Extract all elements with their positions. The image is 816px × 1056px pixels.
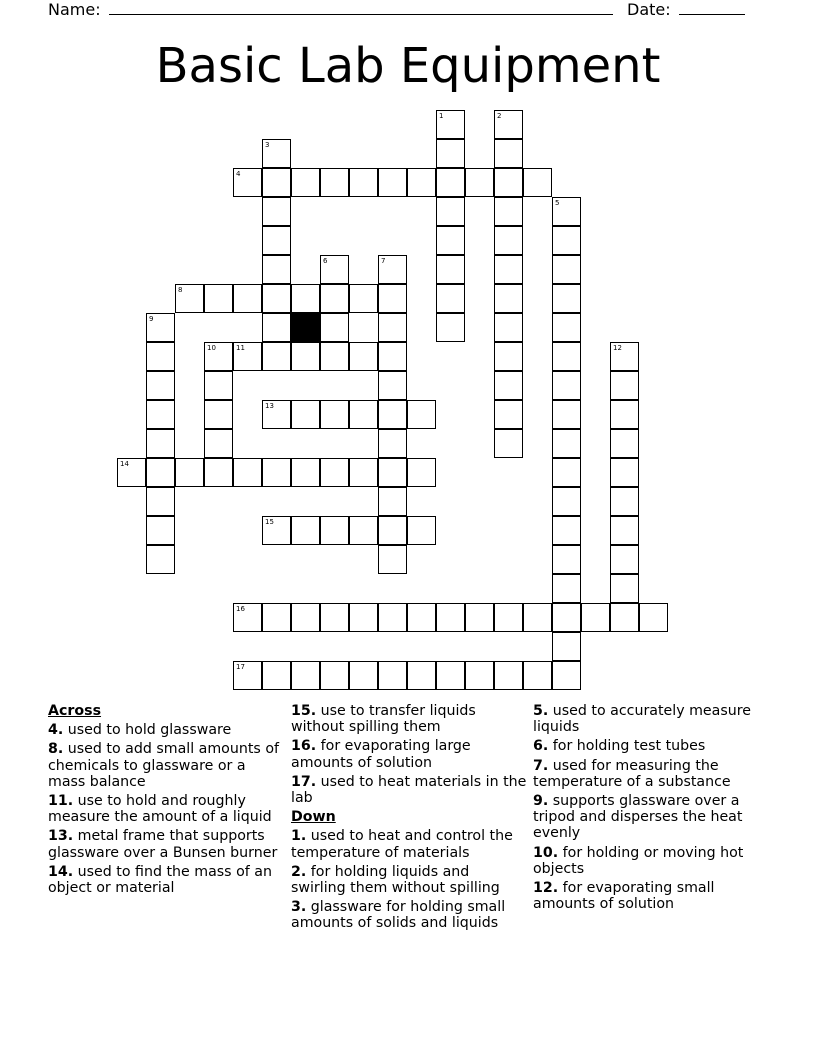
grid-cell[interactable] xyxy=(349,168,378,197)
grid-cell[interactable] xyxy=(204,284,233,313)
clue-item xyxy=(291,738,527,770)
grid-cell[interactable] xyxy=(378,545,407,574)
grid-cell[interactable] xyxy=(320,661,349,690)
grid-cell[interactable] xyxy=(378,342,407,371)
cell-number: 2 xyxy=(497,112,502,120)
grid-cell[interactable] xyxy=(262,661,291,690)
grid-cell[interactable] xyxy=(523,168,552,197)
grid-cell[interactable] xyxy=(552,545,581,574)
grid-cell[interactable] xyxy=(494,400,523,429)
grid-cell[interactable] xyxy=(146,545,175,574)
grid-cell[interactable] xyxy=(436,603,465,632)
grid-cell[interactable] xyxy=(349,284,378,313)
clue-number: 6. xyxy=(533,738,549,755)
grid-cell[interactable] xyxy=(494,603,523,632)
grid-cell[interactable] xyxy=(320,284,349,313)
cell-number: 13 xyxy=(265,402,274,410)
grid-cell[interactable] xyxy=(552,284,581,313)
clue-item xyxy=(533,880,769,912)
grid-cell[interactable] xyxy=(552,197,581,226)
cell-number: 8 xyxy=(178,286,183,294)
grid-cell[interactable] xyxy=(146,400,175,429)
cell-number: 16 xyxy=(236,605,245,613)
grid-cell[interactable] xyxy=(552,487,581,516)
grid-cell[interactable] xyxy=(552,226,581,255)
grid-cell[interactable] xyxy=(146,516,175,545)
grid-cell[interactable] xyxy=(320,400,349,429)
grid-block xyxy=(291,313,320,342)
grid-cell[interactable] xyxy=(494,342,523,371)
grid-cell[interactable] xyxy=(262,226,291,255)
clue-text: for holding or moving hot objects xyxy=(533,844,744,877)
grid-cell[interactable] xyxy=(465,168,494,197)
grid-cell[interactable] xyxy=(117,458,146,487)
grid-cell[interactable] xyxy=(523,661,552,690)
clue-item xyxy=(291,899,527,931)
grid-cell[interactable] xyxy=(233,458,262,487)
grid-cell[interactable] xyxy=(349,661,378,690)
grid-cell[interactable] xyxy=(320,458,349,487)
grid-cell[interactable] xyxy=(610,429,639,458)
grid-cell[interactable] xyxy=(262,139,291,168)
cell-number: 14 xyxy=(120,460,129,468)
cell-number: 17 xyxy=(236,663,245,671)
grid-cell[interactable] xyxy=(552,313,581,342)
clue-item xyxy=(48,864,284,896)
clue-number: 3. xyxy=(291,899,307,916)
grid-cell[interactable] xyxy=(233,661,262,690)
grid-cell[interactable] xyxy=(262,255,291,284)
grid-cell[interactable] xyxy=(407,516,436,545)
grid-cell[interactable] xyxy=(610,487,639,516)
clue-text: for evaporating small amounts of solution xyxy=(533,880,715,913)
grid-cell[interactable] xyxy=(320,255,349,284)
clue-number: 2. xyxy=(291,863,307,880)
grid-cell[interactable] xyxy=(494,255,523,284)
grid-cell[interactable] xyxy=(233,342,262,371)
clue-item xyxy=(533,793,769,842)
clue-number: 5. xyxy=(533,703,549,719)
grid-cell[interactable] xyxy=(320,168,349,197)
grid-cell[interactable] xyxy=(552,516,581,545)
grid-cell[interactable] xyxy=(175,458,204,487)
clue-number: 8. xyxy=(48,741,64,758)
grid-cell[interactable] xyxy=(494,139,523,168)
clue-number: 16. xyxy=(291,738,317,755)
name-label: Name: xyxy=(48,0,101,19)
grid-cell[interactable] xyxy=(610,371,639,400)
clue-item xyxy=(291,774,527,806)
clue-number: 12. xyxy=(533,880,559,897)
grid-cell[interactable] xyxy=(175,284,204,313)
grid-cell[interactable] xyxy=(494,226,523,255)
clue-number: 4. xyxy=(48,722,64,739)
clue-text: used to add small amounts of chemicals to glassware or a mass balance xyxy=(48,741,279,790)
clue-item xyxy=(48,722,284,738)
grid-cell[interactable] xyxy=(610,603,639,632)
grid-cell[interactable] xyxy=(436,226,465,255)
clue-number: 10. xyxy=(533,844,559,861)
grid-cell[interactable] xyxy=(639,603,668,632)
grid-cell[interactable] xyxy=(436,139,465,168)
grid-cell[interactable] xyxy=(378,487,407,516)
clue-text: use to hold and roughly measure the amount of a liquid xyxy=(48,793,272,826)
grid-cell[interactable] xyxy=(146,371,175,400)
clue-item xyxy=(48,793,284,825)
clue-text: used to heat materials in the lab xyxy=(291,773,527,807)
grid-cell[interactable] xyxy=(378,400,407,429)
grid-cell[interactable] xyxy=(146,487,175,516)
grid-cell[interactable] xyxy=(262,284,291,313)
clue-item xyxy=(533,758,769,790)
cell-number: 3 xyxy=(265,141,270,149)
grid-cell[interactable] xyxy=(436,255,465,284)
grid-cell[interactable] xyxy=(233,168,262,197)
grid-cell[interactable] xyxy=(494,313,523,342)
grid-cell[interactable] xyxy=(378,661,407,690)
cell-number: 15 xyxy=(265,518,274,526)
grid-cell[interactable] xyxy=(552,255,581,284)
cell-number: 4 xyxy=(236,170,241,178)
grid-cell[interactable] xyxy=(378,371,407,400)
across-heading: Across xyxy=(48,703,102,719)
clue-number: 13. xyxy=(48,828,74,845)
grid-cell[interactable] xyxy=(320,603,349,632)
grid-cell[interactable] xyxy=(552,342,581,371)
cell-number: 1 xyxy=(439,112,444,120)
clue-number: 1. xyxy=(291,828,307,845)
grid-cell[interactable] xyxy=(494,284,523,313)
grid-cell[interactable] xyxy=(146,342,175,371)
clue-item xyxy=(291,864,527,896)
grid-cell[interactable] xyxy=(320,342,349,371)
grid-cell[interactable] xyxy=(378,429,407,458)
grid-cell[interactable] xyxy=(291,661,320,690)
grid-cell[interactable] xyxy=(494,110,523,139)
grid-cell[interactable] xyxy=(407,661,436,690)
clue-item xyxy=(291,828,527,860)
grid-cell[interactable] xyxy=(465,603,494,632)
grid-cell[interactable] xyxy=(291,168,320,197)
cell-number: 6 xyxy=(323,257,328,265)
grid-cell[interactable] xyxy=(349,400,378,429)
grid-cell[interactable] xyxy=(610,545,639,574)
grid-cell[interactable] xyxy=(552,603,581,632)
grid-cell[interactable] xyxy=(378,284,407,313)
grid-cell[interactable] xyxy=(378,516,407,545)
clue-text: supports glassware over a tripod and disperses the heat evenly xyxy=(533,793,743,842)
clue-text: for evaporating large amounts of solution xyxy=(291,738,471,771)
grid-cell[interactable] xyxy=(233,284,262,313)
grid-cell[interactable] xyxy=(465,661,494,690)
date-label: Date: xyxy=(627,0,671,19)
grid-cell[interactable] xyxy=(262,342,291,371)
clue-text: glassware for holding small amounts of solids and liquids xyxy=(291,899,506,932)
clue-item xyxy=(533,845,769,877)
grid-cell[interactable] xyxy=(204,371,233,400)
grid-cell[interactable] xyxy=(552,429,581,458)
clues-column-1 xyxy=(48,703,284,899)
grid-cell[interactable] xyxy=(552,371,581,400)
grid-cell[interactable] xyxy=(320,313,349,342)
grid-cell[interactable] xyxy=(233,603,262,632)
grid-cell[interactable] xyxy=(494,197,523,226)
cell-number: 11 xyxy=(236,344,245,352)
grid-cell[interactable] xyxy=(610,400,639,429)
grid-cell[interactable] xyxy=(610,574,639,603)
grid-cell[interactable] xyxy=(262,400,291,429)
grid-cell[interactable] xyxy=(349,458,378,487)
grid-cell[interactable] xyxy=(552,661,581,690)
grid-cell[interactable] xyxy=(204,342,233,371)
grid-cell[interactable] xyxy=(262,516,291,545)
grid-cell[interactable] xyxy=(146,458,175,487)
grid-cell[interactable] xyxy=(523,603,552,632)
down-heading: Down xyxy=(291,809,336,826)
grid-cell[interactable] xyxy=(262,458,291,487)
grid-cell[interactable] xyxy=(291,458,320,487)
grid-cell[interactable] xyxy=(262,313,291,342)
grid-cell[interactable] xyxy=(581,603,610,632)
grid-cell[interactable] xyxy=(407,603,436,632)
grid-cell[interactable] xyxy=(494,429,523,458)
grid-cell[interactable] xyxy=(349,342,378,371)
clues-column-2 xyxy=(291,703,527,935)
grid-cell[interactable] xyxy=(291,516,320,545)
clue-text: used to find the mass of an object or material xyxy=(48,863,272,897)
cell-number: 10 xyxy=(207,344,216,352)
clue-number: 7. xyxy=(533,757,549,774)
grid-cell[interactable] xyxy=(262,168,291,197)
clue-text: for holding test tubes xyxy=(548,738,706,755)
grid-cell[interactable] xyxy=(378,313,407,342)
cell-number: 7 xyxy=(381,257,386,265)
clue-item xyxy=(291,703,527,735)
grid-cell[interactable] xyxy=(262,603,291,632)
clue-number: 9. xyxy=(533,793,549,810)
grid-cell[interactable] xyxy=(349,516,378,545)
grid-cell[interactable] xyxy=(436,197,465,226)
clue-item xyxy=(533,703,769,735)
grid-cell[interactable] xyxy=(291,342,320,371)
cell-number: 9 xyxy=(149,315,154,323)
clue-text: used to accurately measure liquids xyxy=(533,703,751,736)
grid-cell[interactable] xyxy=(291,284,320,313)
clue-item xyxy=(48,741,284,790)
grid-cell[interactable] xyxy=(320,516,349,545)
grid-cell[interactable] xyxy=(146,313,175,342)
grid-cell[interactable] xyxy=(494,168,523,197)
clue-number: 15. xyxy=(291,703,317,719)
grid-cell[interactable] xyxy=(436,313,465,342)
grid-cell[interactable] xyxy=(494,371,523,400)
grid-cell[interactable] xyxy=(378,255,407,284)
grid-cell[interactable] xyxy=(407,400,436,429)
grid-cell[interactable] xyxy=(378,603,407,632)
clue-number: 14. xyxy=(48,863,74,880)
clues-column-3 xyxy=(533,703,769,915)
grid-cell[interactable] xyxy=(436,168,465,197)
clue-text: used to heat and control the temperature of materials xyxy=(291,828,513,861)
clue-text: for holding liquids and swirling them without spilling xyxy=(291,863,500,897)
page-title: Basic Lab Equipment xyxy=(155,38,661,94)
clue-item xyxy=(48,828,284,860)
grid-cell[interactable] xyxy=(610,342,639,371)
grid-cell[interactable] xyxy=(378,168,407,197)
grid-cell[interactable] xyxy=(291,400,320,429)
clue-item xyxy=(533,738,769,754)
clue-text: use to transfer liquids without spilling them xyxy=(291,703,476,736)
grid-cell[interactable] xyxy=(378,458,407,487)
grid-cell[interactable] xyxy=(552,632,581,661)
clue-text: metal frame that supports glassware over a Bunsen burner xyxy=(48,828,278,861)
cell-number: 12 xyxy=(613,344,622,352)
cell-number: 5 xyxy=(555,199,560,207)
grid-cell[interactable] xyxy=(291,603,320,632)
clue-text: used to hold glassware xyxy=(63,722,232,739)
clue-number: 11. xyxy=(48,793,74,810)
grid-cell[interactable] xyxy=(146,429,175,458)
grid-cell[interactable] xyxy=(407,458,436,487)
grid-cell[interactable] xyxy=(349,603,378,632)
grid-cell[interactable] xyxy=(610,516,639,545)
grid-cell[interactable] xyxy=(204,458,233,487)
clue-text: used for measuring the temperature of a substance xyxy=(533,757,731,790)
grid-cell[interactable] xyxy=(552,574,581,603)
grid-cell[interactable] xyxy=(610,458,639,487)
grid-cell[interactable] xyxy=(436,661,465,690)
clue-number: 17. xyxy=(291,773,317,790)
grid-cell[interactable] xyxy=(494,661,523,690)
grid-cell[interactable] xyxy=(204,400,233,429)
grid-cell[interactable] xyxy=(436,284,465,313)
grid-cell[interactable] xyxy=(552,400,581,429)
grid-cell[interactable] xyxy=(262,197,291,226)
grid-cell[interactable] xyxy=(552,458,581,487)
grid-cell[interactable] xyxy=(204,429,233,458)
grid-cell[interactable] xyxy=(407,168,436,197)
grid-cell[interactable] xyxy=(436,110,465,139)
